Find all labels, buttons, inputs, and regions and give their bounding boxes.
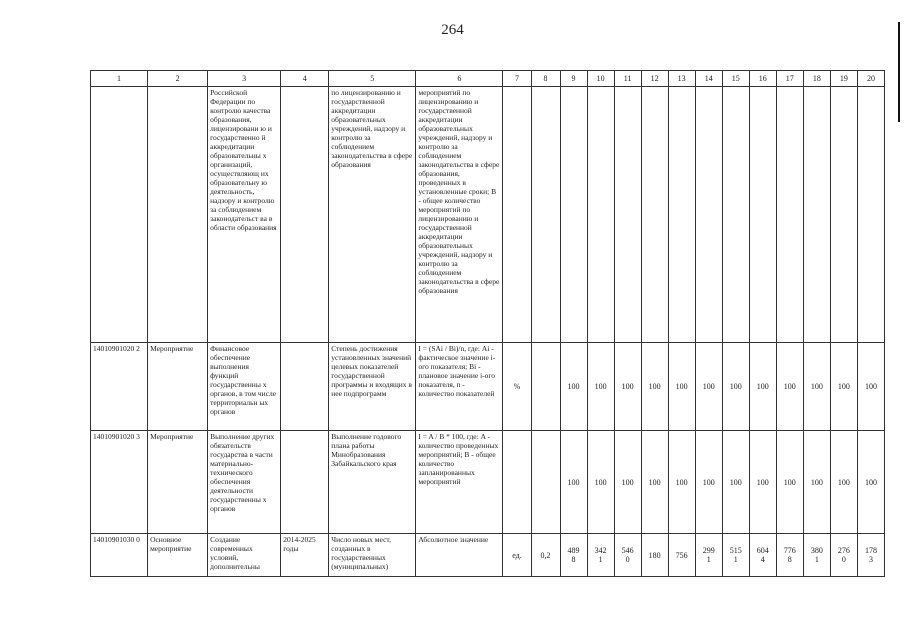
type-cell: Основное мероприятие (148, 534, 208, 577)
column-header: 1 (91, 71, 148, 87)
type-cell (148, 87, 208, 343)
column-header: 13 (668, 71, 695, 87)
value-cell: 756 (668, 534, 695, 577)
value-cell: 100 (857, 431, 884, 534)
value-cell (695, 87, 722, 343)
indicator-cell: по лицензированию и государственной аккредитации образовательных учреждений, надзору и контролю за соблюдением законодательства в сфере образования (329, 87, 416, 343)
unit-cell (503, 87, 531, 343)
value-cell: 100 (668, 343, 695, 431)
table-row (91, 534, 885, 577)
value-cell: 100 (560, 343, 587, 431)
value-cell: 342 1 (587, 534, 614, 577)
column-header: 14 (695, 71, 722, 87)
code-cell: 14010901020 3 (91, 431, 148, 534)
column-header: 8 (531, 71, 560, 87)
indicator-cell: Число новых мест, созданных в государственных (муниципальных) (329, 534, 416, 577)
value-cell: 100 (722, 343, 749, 431)
value-cell: 180 (641, 534, 668, 577)
column-header: 17 (776, 71, 803, 87)
value-cell: 100 (641, 343, 668, 431)
weight-cell (531, 343, 560, 431)
unit-cell (503, 431, 531, 534)
method-cell: мероприятий по лицензированию и государственной аккредитации образовательных учреждений, надзору и контролю за соблюдением законодательства в сфере образования, проведенных в установленные сроки; В - общее количество мероприятий по лицензированию и государственной аккредитации образовательных учреждений, надзору и контролю за соблюдением законодательства в сфере образования (416, 87, 503, 343)
value-cell: 100 (749, 431, 776, 534)
period-cell (281, 431, 329, 534)
value-cell (668, 87, 695, 343)
method-cell: I = A / B * 100, где: A - количество проведенных мероприятий; B - общее количество запланированных мероприятий (416, 431, 503, 534)
column-header: 9 (560, 71, 587, 87)
value-cell: 380 1 (803, 534, 830, 577)
column-header: 10 (587, 71, 614, 87)
name-cell: Создание современных условий, дополнительны (208, 534, 281, 577)
value-cell: 100 (857, 343, 884, 431)
value-cell: 489 8 (560, 534, 587, 577)
value-cell: 276 0 (830, 534, 857, 577)
name-cell: Финансовое обеспечение выполнения функций государственны х органов, в том числе территориальн ых органов (208, 343, 281, 431)
value-cell: 100 (830, 431, 857, 534)
value-cell: 100 (803, 343, 830, 431)
type-cell: Мероприятие (148, 431, 208, 534)
value-cell: 100 (560, 431, 587, 534)
name-cell: Российской Федерации по контролю качества образования, лицензировани ю и государственно й аккредитации образовательны х организаций, осуществляющ их образовательну ю деятельность, надзору и контролю за соблюдением законодательст ва в области образования (208, 87, 281, 343)
value-cell: 515 1 (722, 534, 749, 577)
column-header: 3 (208, 71, 281, 87)
value-cell (587, 87, 614, 343)
code-cell: 14010901020 2 (91, 343, 148, 431)
column-header: 6 (416, 71, 503, 87)
value-cell: 100 (776, 431, 803, 534)
value-cell: 776 8 (776, 534, 803, 577)
column-header: 18 (803, 71, 830, 87)
value-cell: 100 (587, 431, 614, 534)
table-row (91, 431, 885, 534)
value-cell (749, 87, 776, 343)
unit-cell: % (503, 343, 531, 431)
unit-cell: ед. (503, 534, 531, 577)
value-cell: 100 (776, 343, 803, 431)
value-cell: 100 (803, 431, 830, 534)
value-cell: 100 (695, 431, 722, 534)
value-cell: 299 1 (695, 534, 722, 577)
column-header: 12 (641, 71, 668, 87)
weight-cell: 0,2 (531, 534, 560, 577)
value-cell: 100 (614, 343, 641, 431)
value-cell (614, 87, 641, 343)
code-cell (91, 87, 148, 343)
method-cell: Абсолютное значение (416, 534, 503, 577)
weight-cell (531, 431, 560, 534)
type-cell: Мероприятие (148, 343, 208, 431)
column-header: 15 (722, 71, 749, 87)
table-row (91, 87, 885, 343)
column-header: 16 (749, 71, 776, 87)
column-header: 7 (503, 71, 531, 87)
column-header: 20 (857, 71, 884, 87)
value-cell: 178 3 (857, 534, 884, 577)
value-cell: 100 (722, 431, 749, 534)
value-cell: 100 (614, 431, 641, 534)
column-header: 2 (148, 71, 208, 87)
indicators-table (90, 70, 885, 577)
value-cell: 100 (587, 343, 614, 431)
column-number-row (91, 71, 885, 87)
column-header: 5 (329, 71, 416, 87)
value-cell (641, 87, 668, 343)
value-cell: 100 (641, 431, 668, 534)
value-cell: 100 (695, 343, 722, 431)
period-cell (281, 87, 329, 343)
value-cell (857, 87, 884, 343)
indicator-cell: Степень достижения установленных значений целевых показателей государственной программы и входящих в нее подпрограмм (329, 343, 416, 431)
value-cell: 100 (830, 343, 857, 431)
method-cell: I = (SAi / Bi)/n, где: Ai - фактическое значение i-ого показателя; Bi - плановое значение i-ого показателя, n - количество показателей (416, 343, 503, 431)
table-row (91, 343, 885, 431)
code-cell: 14010901030 0 (91, 534, 148, 577)
value-cell: 100 (749, 343, 776, 431)
column-header: 11 (614, 71, 641, 87)
indicator-cell: Выполнение годового плана работы Минобразования Забайкальского края (329, 431, 416, 534)
period-cell: 2014-2025 годы (281, 534, 329, 577)
value-cell (560, 87, 587, 343)
value-cell: 604 4 (749, 534, 776, 577)
margin-rule (898, 22, 900, 122)
value-cell (776, 87, 803, 343)
value-cell (722, 87, 749, 343)
column-header: 19 (830, 71, 857, 87)
value-cell (830, 87, 857, 343)
value-cell (803, 87, 830, 343)
name-cell: Выполнение других обязательств государства в части материально-технического обеспечения деятельности государственны х органов (208, 431, 281, 534)
period-cell (281, 343, 329, 431)
column-header: 4 (281, 71, 329, 87)
weight-cell (531, 87, 560, 343)
value-cell: 100 (668, 431, 695, 534)
value-cell: 546 0 (614, 534, 641, 577)
page-number: 264 (441, 22, 464, 38)
